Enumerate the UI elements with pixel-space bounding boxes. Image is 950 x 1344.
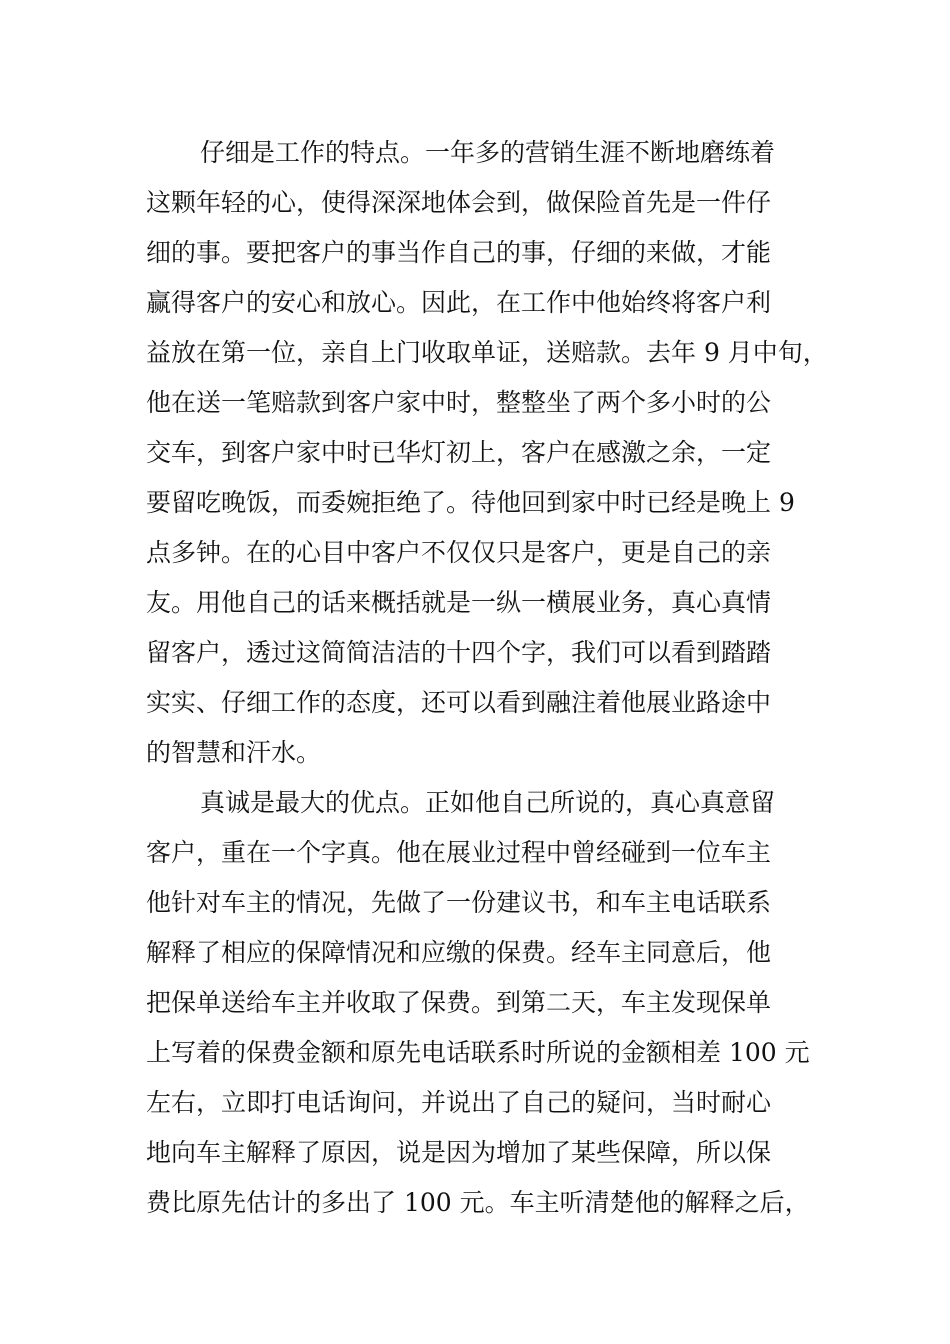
paragraph-line: 解释了相应的保障情况和应缴的保费。经车主同意后，他: [146, 938, 772, 967]
paragraph-line: 仔细是工作的特点。一年多的营销生涯不断地磨练着: [200, 138, 776, 167]
paragraph-line: 左右，立即打电话询问，并说出了自己的疑问，当时耐心: [146, 1088, 772, 1117]
paragraph-line: 他在送一笔赔款到客户家中时，整整坐了两个多小时的公: [146, 388, 772, 417]
paragraph-line: 要留吃晚饭，而委婉拒绝了。待他回到家中时已经是晚上 9: [146, 488, 795, 517]
paragraph-line: 上写着的保费金额和原先电话联系时所说的金额相差 100 元: [146, 1038, 810, 1067]
paragraph-line: 点多钟。在的心目中客户不仅仅只是客户，更是自己的亲: [146, 538, 772, 567]
paragraph-line: 留客户，透过这简简洁洁的十四个字，我们可以看到踏踏: [146, 638, 772, 667]
paragraph-line: 交车，到客户家中时已华灯初上，客户在感激之余，一定: [146, 438, 772, 467]
paragraph-2: [146, 778, 810, 1228]
paragraph-line: 细的事。要把客户的事当作自己的事，仔细的来做，才能: [146, 238, 772, 267]
paragraph-line: 真诚是最大的优点。正如他自己所说的，真心真意留: [200, 788, 776, 817]
body-text: [146, 128, 828, 1228]
paragraph-line: 地向车主解释了原因，说是因为增加了某些保障，所以保: [146, 1138, 772, 1167]
paragraph-line: 客户，重在一个字真。他在展业过程中曾经碰到一位车主: [146, 838, 772, 867]
paragraph-line: 他针对车主的情况，先做了一份建议书，和车主电话联系: [146, 888, 772, 917]
paragraph-line: 友。用他自己的话来概括就是一纵一横展业务，真心真情: [146, 588, 772, 617]
paragraph-1: [146, 128, 828, 778]
paragraph-line: 实实、仔细工作的态度，还可以看到融注着他展业路途中: [146, 688, 772, 717]
paragraph-line: 费比原先估计的多出了 100 元。车主听清楚他的解释之后，: [146, 1188, 810, 1217]
paragraph-line: 赢得客户的安心和放心。因此，在工作中他始终将客户利: [146, 288, 772, 317]
paragraph-line: 益放在第一位，亲自上门收取单证，送赔款。去年 9 月中旬，: [146, 338, 828, 367]
paragraph-line: 把保单送给车主并收取了保费。到第二天，车主发现保单: [146, 988, 772, 1017]
paragraph-line: 这颗年轻的心，使得深深地体会到，做保险首先是一件仔: [146, 188, 772, 217]
paragraph-line: 的智慧和汗水。: [146, 738, 322, 767]
